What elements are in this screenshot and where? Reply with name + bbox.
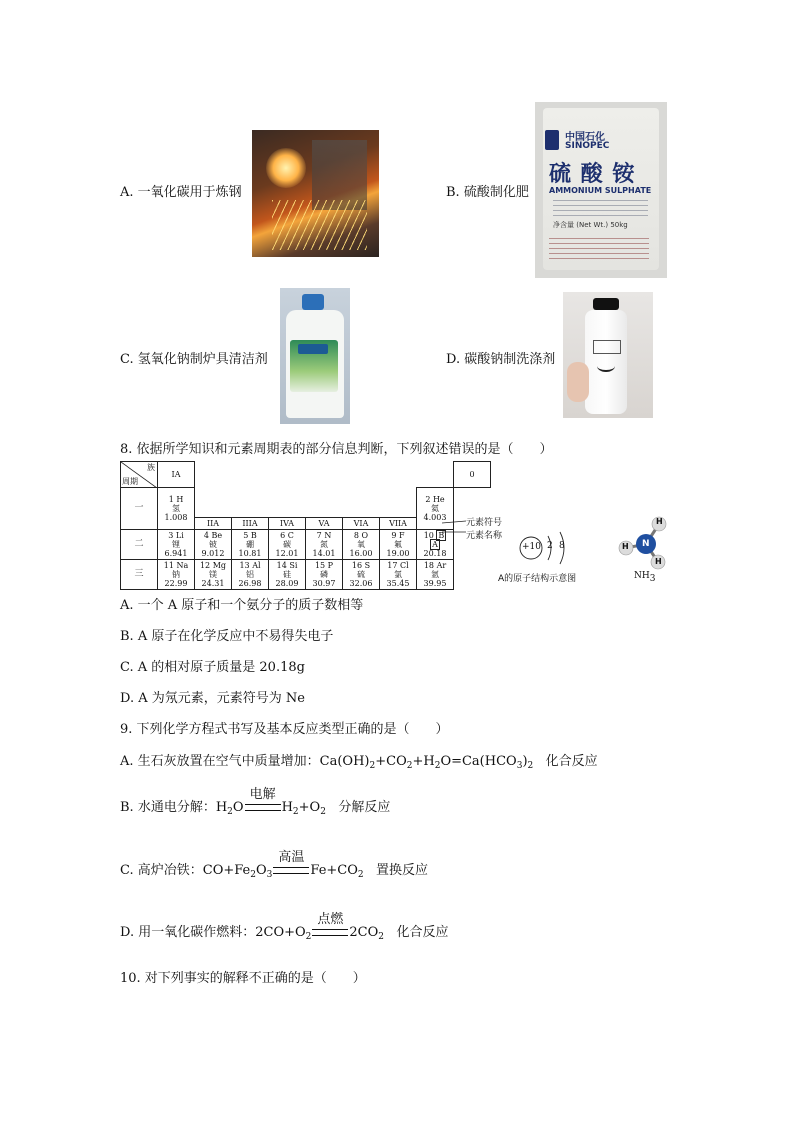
element-cell: 9 F 氟 19.00 [380,530,417,560]
q7-option-b: B. 硫酸制化肥 [446,185,529,200]
q8-option-d: D. A 为氖元素，元素符号为 Ne [120,691,305,706]
legend-element-symbol: 元素符号 [466,518,503,528]
atom-caption: A的原子结构示意图 [498,574,577,584]
bag-brand-en: SINOPEC [565,141,610,151]
q7-option-a: A. 一氧化碳用于炼钢 [120,185,242,200]
reaction-condition: 点燃 [312,925,348,940]
group-header: IIA [195,518,232,530]
molecule-caption: $NH_3$ [634,571,656,584]
molecule-n-label: N [642,539,650,549]
element-cell: 16 S 硫 32.06 [343,560,380,590]
legend-element-name: 元素名称 [466,531,503,541]
period-label-1: 一 [121,488,158,530]
q8-option-a: A. 一个 A 原子和一个氨分子的质子数相等 [120,598,364,613]
q9-option-a: A. 生石灰放置在空气中质量增加：$Ca(OH)_2+CO_2+H_2O=Ca(HCO_3)_2$ 化合反应 [120,754,598,771]
element-cell: 11 Na 钠 22.99 [158,560,195,590]
element-cell: 13 Al 铝 26.98 [232,560,269,590]
bag-brand-cn: 中国石化 [565,132,605,143]
element-cell: 4 Be 铍 9.012 [195,530,232,560]
element-cell: 18 Ar 氩 39.95 [417,560,454,590]
group-header-0: 0 [454,462,491,488]
element-cell: 8 O 氧 16.00 [343,530,380,560]
period-label-3: 三 [121,560,158,590]
bag-net-weight: 净含量 (Net Wt.) 50kg [553,221,628,229]
period-label-2: 二 [121,530,158,560]
shell-electrons-1: 2 [547,541,553,551]
q9-option-d: D. 用一氧化碳作燃料：$2CO+O_2$ 点燃 $2CO_2$ 化合反应 [120,912,449,942]
element-cell: 7 N 氮 14.01 [306,530,343,560]
q8-stem: 8. 依据所学知识和元素周期表的部分信息判断，下列叙述错误的是（ ） [120,442,553,457]
q9-option-c: C. 高炉冶铁：$CO+Fe_2O_3$ 高温 $Fe+CO_2$ 置换反应 [120,850,429,880]
ammonium-sulphate-bag-photo [535,102,667,278]
group-header-ia: IA [158,462,195,488]
q7-option-d: D. 碳酸钠制洗涤剂 [446,352,556,367]
q10-stem: 10. 对下列事实的解释不正确的是（ ） [120,971,366,986]
element-name-box: A [432,540,438,549]
molecule-h-label: H [656,517,663,526]
q8-option-c: C. A 的相对原子质量是 20.18g [120,660,305,675]
q7-option-c: C. 氢氧化钠制炉具清洁剂 [120,352,268,367]
element-cell: 6 C 碳 12.01 [269,530,306,560]
bag-product-cn: 硫 酸 铵 [549,162,636,187]
element-cell-a: 10 B A 20.18 [417,530,454,560]
element-cell: 5 B 硼 10.81 [232,530,269,560]
group-header: VA [306,518,343,530]
shell-electrons-2: 8 [559,541,565,551]
q9-option-b: B. 水通电分解：$H_2O$ 电解 $H_2+O_2$ 分解反应 [120,787,391,817]
q8-option-b: B. A 原子在化学反应中不易得失电子 [120,629,334,644]
molecule-h-label: H [622,542,629,551]
element-cell: 14 Si 硅 28.09 [269,560,306,590]
steel-furnace-photo [252,130,379,257]
group-header: IVA [269,518,306,530]
group-header: VIIA [380,518,417,530]
element-cell: 3 Li 锂 6.941 [158,530,195,560]
q9-stem: 9. 下列化学方程式书写及基本反应类型正确的是（ ） [120,722,449,737]
element-cell: 12 Mg 镁 24.31 [195,560,232,590]
molecule-h-label: H [655,557,662,566]
element-cell: 1 H 氢 1.008 [158,488,195,530]
bag-product-en: AMMONIUM SULPHATE [549,186,652,195]
reaction-condition: 高温 [273,863,309,878]
element-cell: 17 Cl 氯 35.45 [380,560,417,590]
table-corner: 族 周期 [121,462,158,488]
detergent-bottle-photo [563,292,653,418]
group-header: VIA [343,518,380,530]
element-cell: 2 He 氦 4.003 [417,488,454,530]
periodic-table [120,461,491,590]
element-cell: 15 P 磷 30.97 [306,560,343,590]
element-symbol-box: B [438,531,445,540]
reaction-condition: 电解 [245,800,281,815]
group-header: IIIA [232,518,269,530]
sinopec-logo-icon [545,130,559,150]
cleaner-bottle-photo [280,288,350,424]
nucleus-charge: +10 [522,542,541,552]
